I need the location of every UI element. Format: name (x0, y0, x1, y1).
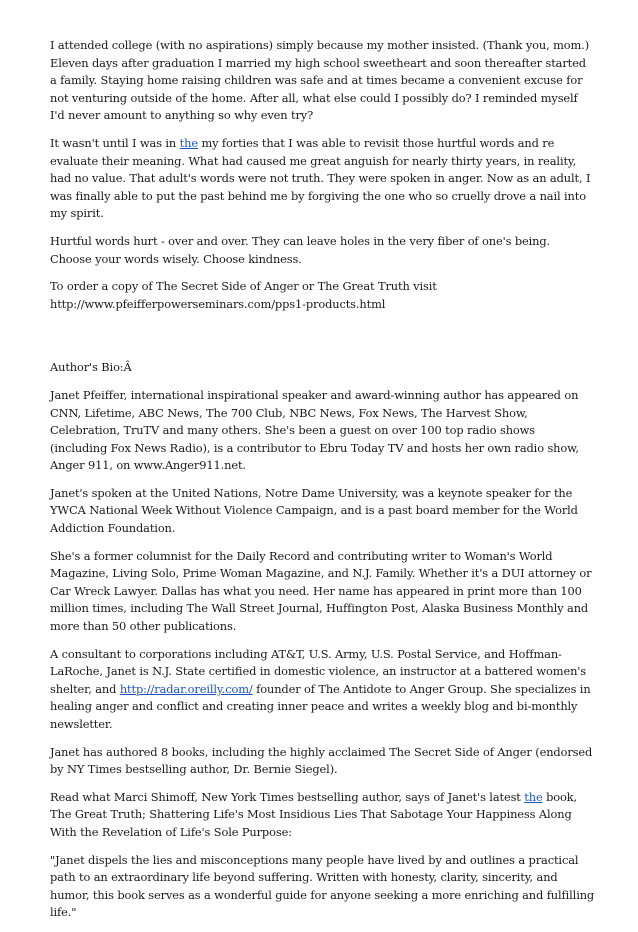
paragraph-books: Janet has authored 8 books, including the highly acclaimed The Secret Side of Anger (endorsed by NY Times bestselling author, Dr. Bernie Siegel). (50, 744, 593, 777)
paragraph-forties-text-end: my forties that I was able to revisit those hurtful words and re evaluate their meaning. What had caused me great anguish for nearly thirty years, in reality, had no value. That adult's words were not truth. They were spoken in anger. Now as an adult, I was finally able to put the past behind me by forgiving the one who so cruelly drove a nail into my spirit. (50, 135, 591, 221)
bio-heading: Author's Bio:Â (50, 360, 132, 375)
paragraph-media: Janet Pfeiffer, international inspirational speaker and award-winning author has appeared on CNN, Lifetime, ABC News, The 700 Club, NBC News, Fox News, The Harvest Show, Celebration, TruTV and many others. She's been a guest on over 100 top radio shows (including Fox News Radio), is a contributor to Ebru Today TV and hosts her own radio show, Anger 911, on www.Anger911.net. (50, 387, 579, 473)
paragraph-shimoff (50, 789, 595, 842)
paragraph-quote: "Janet dispels the lies and misconceptions many people have lived by and outlines a practical path to an extraordinary life beyond suffering. Written with honesty, clarity, sincerity, and humor, this book serves as a wonderful guide for anyone seeking a more enriching and fulfilling life." (50, 852, 595, 920)
paragraph-forties (50, 135, 595, 223)
paragraph-college: I attended college (with no aspirations) simply because my mother insisted. (Thank you, mom.) Eleven days after graduation I married my high school sweetheart and soon thereafter started a family. Staying home raising children was safe and at times became a convenient excuse for not venturing outside of the home. After all, what else could I possibly do? I reminded myself I'd never amount to anything so why even try? (50, 38, 590, 123)
order-text: To order a copy of The Secret Side of Anger or The Great Truth visit (50, 279, 437, 294)
paragraph-hurtful-words: Hurtful words hurt - over and over. They can leave holes in the very fiber of one's being. Choose your words wisely. Choose kindness. (50, 233, 551, 266)
paragraph-consultant-text-end: founder of The Antidote to Anger Group. She specializes in healing anger and conflict and creating inner peace and writes a weekly blog and bi-monthly newsletter. (50, 681, 591, 731)
order-url: http://www.pfeifferpowerseminars.com/pps1-products.html (50, 296, 386, 311)
the-link[interactable]: the (179, 135, 198, 150)
paragraph-shimoff-text-start: Read what Marci Shimoff, New York Times bestselling author, says of Janet's latest (50, 789, 525, 804)
paragraph-consultant (50, 646, 595, 734)
paragraph-speaking: Janet's spoken at the United Nations, Notre Dame University, was a keynote speaker for the YWCA National Week Without Violence Campaign, and is a past board member for the World Addiction Foundation. (50, 485, 578, 536)
paragraph-columnist: She's a former columnist for the Daily Record and contributing writer to Woman's World Magazine, Living Solo, Prime Woman Magazine, and N.J. Family. Whether it's a DUI attorney or Car Wreck Lawyer. Dallas has what you need. Her name has appeared in print more than 100 million times, including The Wall Street Journal, Huffington Post, Alaska Business Monthly and more than 50 other publications. (50, 548, 592, 634)
spacer (50, 323, 595, 359)
document-page (50, 37, 595, 932)
paragraph-forties-text-start: It wasn't until I was in (50, 135, 180, 150)
the-book-link[interactable]: the (524, 789, 543, 804)
paragraph-shimoff-text-end: book, The Great Truth; Shattering Life's Most Insidious Lies That Sabotage Your Happiness Along With the Revelation of Life's Sole Purpose: (50, 789, 577, 839)
paragraph-consultant-text-start: A consultant to corporations including AT&T, U.S. Army, U.S. Postal Service, and Hoffman-LaRoche, Janet is N.J. State certified in domestic violence, an instructor at a battered women's shelter, and (50, 646, 587, 696)
radar-oreilly-link[interactable]: http://radar.oreilly.com/ (119, 681, 253, 696)
paragraph-order (50, 278, 595, 313)
